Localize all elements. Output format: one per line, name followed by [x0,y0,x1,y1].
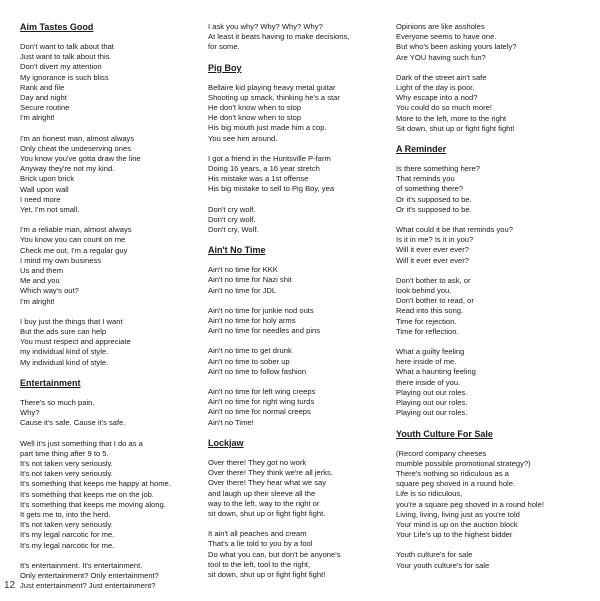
stanza [20,561,202,592]
stanza [20,398,202,429]
lyric-line: You could do so much more! [396,103,492,113]
lyric-line: sit down, shut up or fight fight fight! [208,569,326,579]
lyric-line: It's something that keeps me moving along. [20,499,166,509]
lyric-line: It's my legal narcotic for me. [20,540,115,550]
lyric-line: my individual kind of style. [20,347,109,357]
lyric-line: way to the left, way to the right or [208,498,320,508]
lyric-line: Ain't no time for needles and pins [208,326,321,336]
lyric-line: His big mouth just made him a cop. [208,123,327,133]
lyric-line: You must respect and appreciate [20,337,131,347]
lyric-line: square peg shoved in a round hole. [396,479,516,489]
lyric-line: Sit down, shut up or fight fight fight! [396,123,515,133]
lyric-line: It's my legal narcotic for me. [20,530,115,540]
lyric-line: Ain't no time for JDL [208,285,277,295]
lyric-line: Playing out our roles. [396,398,468,408]
lyric-line: Why escape into a nod? [396,93,478,103]
lyric-line: My individual kind of style. [20,357,109,367]
lyric-line: It's something that keeps me happy at home. [20,479,171,489]
stanza [20,439,202,551]
lyric-line: Shooting up smack, thinking he's a star [208,92,340,102]
lyric-line: Ain't no time for holy arms [208,316,296,326]
lyrics-column-1 [20,22,202,601]
lyric-line: His mistake was a 1st offense [208,174,309,184]
lyric-line: part time thing after 9 to 5. [20,448,109,458]
lyric-line: I mind my own business [20,255,102,265]
song-youth-culture-for-sale [396,429,578,571]
song-title: Youth Culture For Sale [396,428,493,439]
song-continuation [208,22,390,53]
lyric-line: Or it's supposed to be. [396,204,472,214]
lyric-line: You know you've gotta draw the line [20,154,141,164]
song-title: Ain't No Time [208,245,266,256]
song-aim-tastes-good [20,22,202,368]
stanza [208,154,390,195]
lyric-line: Your Life's up to the highest bidder [396,530,513,540]
lyric-line: Us and them [20,266,64,276]
lyric-line: Playing out our roles. [396,408,468,418]
lyric-line: Over there! They got no work [208,457,307,467]
stanza [396,276,578,337]
lyric-line: Day and night [20,93,67,103]
lyrics-column-2 [208,22,390,590]
lyric-line: It's not taken very seriously. [20,458,113,468]
lyric-line: I ask you why? Why? Why? Why? [208,22,323,31]
lyric-line: Or it's supposed to be. [396,194,472,204]
lyric-line: Cause it's safe. Cause it's safe. [20,418,126,428]
lyric-line: Yet, I'm not small. [20,205,80,215]
lyric-line: Don't cry wolf. [208,204,256,214]
lyric-line: Over there! They think we're all jerks. [208,468,333,478]
song-lockjaw [208,438,390,580]
lyric-line: Ain't no time to sober up [208,356,290,366]
lyric-line: But the ads sure can help [20,327,107,337]
song-title: Entertainment [20,377,81,388]
stanza [208,22,390,53]
lyric-line: tool to the left, tool to the right, [208,559,311,569]
lyric-line: Your mind is up on the auction block [396,519,518,529]
lyric-line: Living, living, living just as you're told [396,509,520,519]
lyric-line: What a guilty feeling [396,347,465,357]
lyric-line: Dark of the street ain't safe [396,72,487,82]
lyric-line: Ain't no time for KKK [208,265,278,275]
page-number: 12 [4,580,16,591]
lyric-line: Don't bother to read, or [396,296,474,306]
song-title: A Reminder [396,144,447,155]
lyric-line: Bellaire kid playing heavy metal guitar [208,82,336,92]
lyric-line: Just want to talk about this [20,52,110,62]
lyric-line: What a haunting feeling [396,367,476,377]
lyric-line: Why? [20,408,40,418]
lyric-line: My ignorance is such bliss [20,72,109,82]
lyric-line: and laugh up their sleeve all the [208,488,316,498]
song-title: Lockjaw [208,437,244,448]
lyric-line: I'm a reliable man, almost always [20,225,132,235]
lyric-line: Opinions are like assholes [396,22,485,31]
stanza [396,550,578,570]
lyric-line: Youth culture's for sale [396,550,473,560]
lyric-line: That's a lie told to you by a fool [208,539,313,549]
song-title: Aim Tastes Good [20,22,94,32]
lyric-line: What could it be that reminds you? [396,225,513,235]
lyric-line: There's nothing so ridiculous as a [396,468,509,478]
lyric-line: I'm alright! [20,113,55,123]
lyric-line: It ain't all peaches and cream [208,529,307,539]
lyric-line: Is there something here? [396,164,481,174]
lyric-line: Well it's just something that I do as a [20,438,143,448]
lyric-line: Ain't no time to get drunk [208,346,292,356]
lyric-line: That reminds you [396,174,455,184]
lyric-line: Only entertainment? Only entertainment? [20,570,159,580]
lyric-line: Read into this song. [396,306,464,316]
lyric-line: It gets me to, into the herd. [20,509,111,519]
lyric-line: More to the left, more to the right [396,113,507,123]
lyric-line: Brick upon brick [20,174,75,184]
lyric-line: Don't bother to ask, or [396,275,471,285]
lyric-line: Ain't no time to follow fashion [208,366,307,376]
lyric-line: Don't divert my attention [20,62,102,72]
stanza [396,347,578,418]
lyric-line: It's entertainment. It's entertainment. [20,560,143,570]
lyric-line: look behind you. [396,286,452,296]
lyric-line: Doing 16 years, a 16 year stretch [208,164,320,174]
stanza [208,458,390,519]
lyric-line: Playing out our roles. [396,387,468,397]
lyric-line: You know you can count on me [20,235,126,245]
lyric-line: Time for reflection. [396,326,459,336]
lyric-line: Don't cry, Wolf. [208,225,259,235]
stanza [20,134,202,216]
lyric-line: Your youth culture's for sale [396,560,490,570]
lyric-line: I'm an honest man, almost always [20,133,135,143]
lyric-line: Wall upon wall [20,184,69,194]
lyric-line: It's something that keeps me on the job. [20,489,154,499]
lyric-line: for some. [208,42,240,52]
stanza [396,22,578,63]
lyric-line: Light of the day is poor. [396,83,475,93]
lyric-line: Do what you can, but don't be anyone's [208,549,341,559]
lyric-line: I'm alright! [20,296,55,306]
stanza [208,529,390,580]
lyric-line: Which way's out? [20,286,79,296]
lyric-line: You see him around. [208,133,278,143]
stanza [396,449,578,541]
stanza [208,83,390,144]
stanza [20,225,202,307]
stanza [396,225,578,266]
lyric-line: His big mistake to sell to Pig Boy, yea [208,184,335,194]
lyric-line: Anyway they're not my kind. [20,164,115,174]
stanza [396,73,578,134]
lyric-line: Rank and file [20,82,65,92]
lyric-line: Are YOU having such fun? [396,52,486,62]
lyric-line: Will it ever ever ever? [396,255,470,265]
lyric-line: Ain't no time for normal creeps [208,407,311,417]
lyric-line: Everyone seems to have one. [396,32,497,42]
stanza [20,317,202,368]
lyric-line: Me and you [20,276,60,286]
lyric-line: Ain't no time for junkie nod outs [208,305,314,315]
stanza [208,265,390,296]
lyric-line: Life is so ridiculous, [396,489,463,499]
lyric-line: Ain't no time for right wing turds [208,397,315,407]
stanza [208,387,390,428]
lyric-line: here inside of me. [396,357,457,367]
lyric-line: There's so much pain. [20,397,95,407]
lyric-line: Over there! They hear what we say [208,478,327,488]
lyric-line: Check me out, I'm a regular guy [20,245,128,255]
stanza [208,205,390,236]
lyric-line: Only cheat the undeserving ones [20,143,132,153]
lyric-line: of something there? [396,184,464,194]
lyric-line: Ain't no Time! [208,417,254,427]
lyric-line: you're a square peg shoved in a round hole! [396,499,544,509]
lyric-line: I got a friend in the Huntsville P-farm [208,153,331,163]
lyric-line: Just entertainment? Just entertainment? [20,581,156,591]
stanza [396,164,578,215]
lyric-line: He don't know when to stop [208,113,302,123]
stanza [208,306,390,337]
lyric-line: I need more [20,194,61,204]
lyric-line: Ain't no time for Nazi shit [208,275,292,285]
stanza [208,346,390,377]
stanza [20,42,202,124]
song-title: Pig Boy [208,62,242,73]
lyric-line: I buy just the things that I want [20,316,123,326]
lyric-line: there inside of you. [396,377,461,387]
lyric-line: Don't cry wolf. [208,214,256,224]
lyric-line: Time for rejection. [396,316,457,326]
song-entertainment [20,378,202,591]
lyric-line: It's not taken very seriously. [20,520,113,530]
lyric-line: Will it ever ever ever? [396,245,470,255]
song-a-reminder [396,144,578,418]
lyric-line: Don't want to talk about that [20,42,114,51]
lyric-line: But who's been asking yours lately? [396,42,517,52]
song-pig-boy [208,63,390,236]
lyrics-column-3 [396,22,578,581]
song-continuation [396,22,578,134]
lyric-line: At least it beats having to make decisions, [208,32,350,42]
lyric-line: (Record company cheeses [396,448,487,458]
lyric-line: It's not taken very seriously. [20,469,113,479]
song-ain-t-no-time [208,245,390,428]
lyric-line: sit down, shut up or fight fight fight. [208,508,326,518]
lyric-line: Secure routine [20,103,70,113]
lyric-line: Is it in me? Is it in you? [396,235,474,245]
lyric-line: mumble possible promotional strategy?) [396,458,531,468]
lyric-line: He don't know when to stop [208,103,302,113]
lyric-line: Ain't no time for left wing creeps [208,387,316,397]
